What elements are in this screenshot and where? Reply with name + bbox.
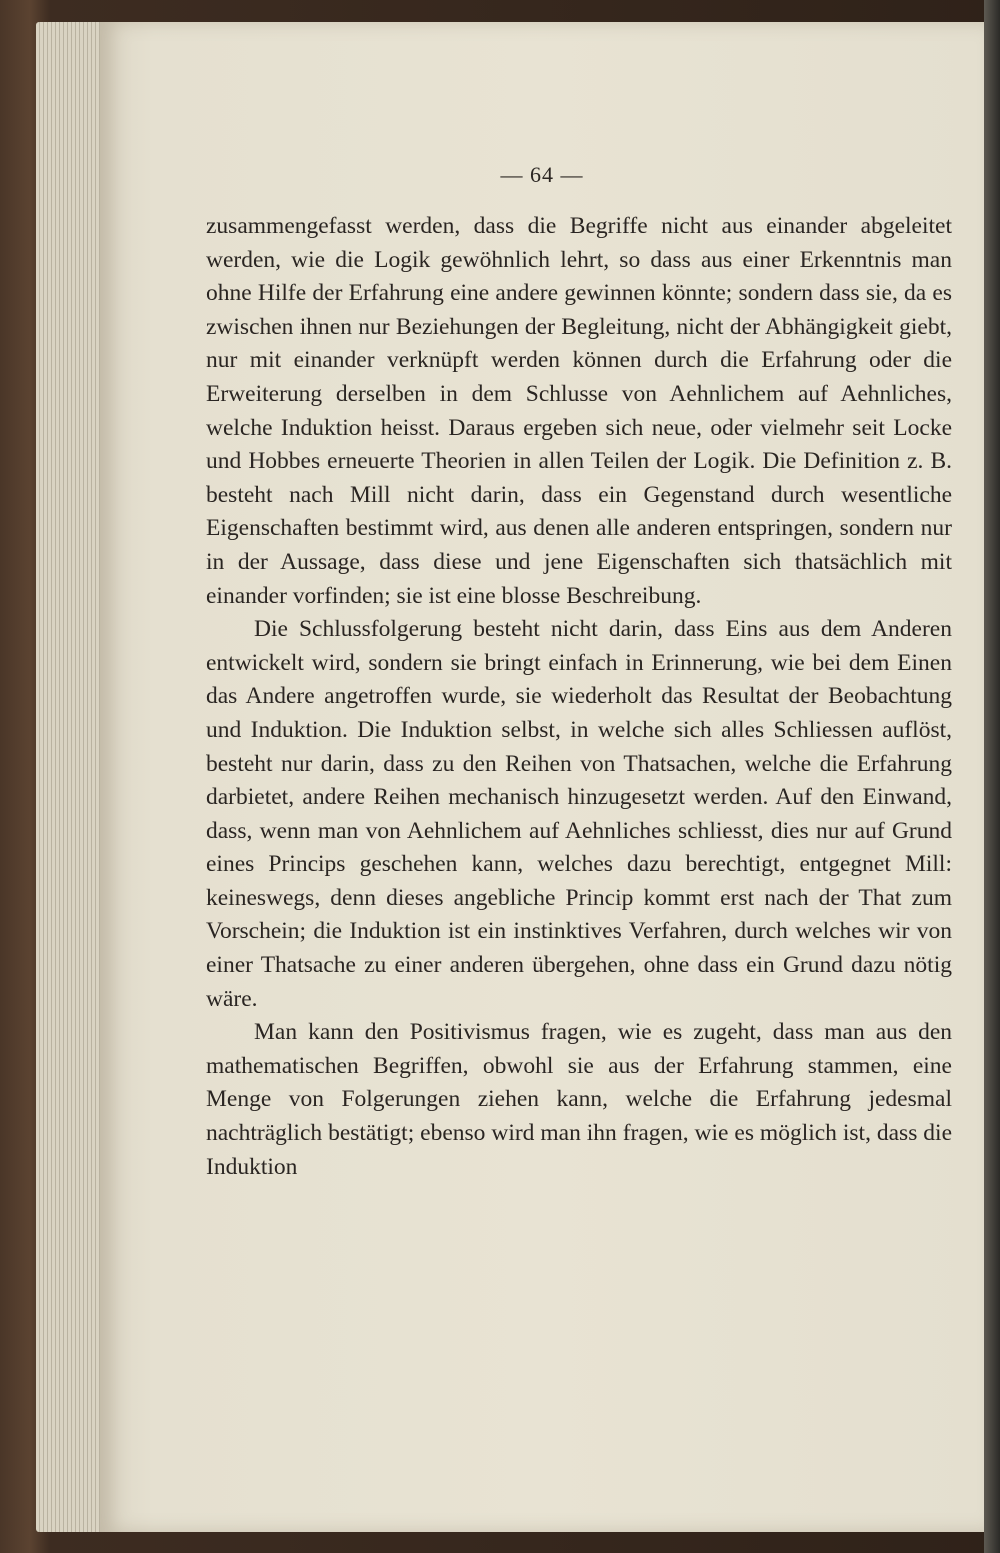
paragraph: Man kann den Positivismus fragen, wie es zugeht, dass man aus den mathematischen Begriffen, obwohl sie aus der Erfahrung stammen, eine Menge von Folgerungen ziehen kann, welche die Erfahrung jedesmal nachträglich bestätigt; ebenso wird man ihn fragen, wie es möglich ist, dass die Induktion [206, 1019, 952, 1180]
body-text [206, 210, 952, 1184]
book-page [100, 22, 984, 1532]
book-cover-edge [984, 0, 1000, 1553]
paragraph: zusammengefasst werden, dass die Begriffe nicht aus einander abgeleitet werden, wie die Logik gewöhnlich lehrt, so dass aus einer Erkenntnis man ohne Hilfe der Erfahrung eine andere gewinnen könnte; sondern dass sie, da es zwischen ihnen nur Beziehungen der Begleitung, nicht der Abhängigkeit giebt, nur mit einander verknüpft werden können durch die Erfahrung oder die Erweiterung derselben in dem Schlusse von Aehnlichem auf Aehnliches, welche Induktion heisst. Daraus ergeben sich neue, oder vielmehr seit Locke und Hobbes erneuerte Theorien in allen Teilen der Logik. Die Definition z. B. besteht nach Mill nicht darin, dass ein Gegenstand durch wesentliche Eigenschaften bestimmt wird, aus denen alle anderen entspringen, sondern nur in der Aussage, dass diese und jene Eigenschaften sich thatsächlich mit einander vorfinden; sie ist eine blosse Beschreibung. [206, 213, 952, 609]
paragraph: Die Schlussfolgerung besteht nicht darin, dass Eins aus dem Anderen entwickelt wird, sondern sie bringt einfach in Erinnerung, wie bei dem Einen das Andere angetroffen wurde, sie wiederholt das Resultat der Beobachtung und Induktion. Die Induktion selbst, in welche sich alles Schliessen auflöst, besteht nur darin, dass zu den Reihen von Thatsachen, welche die Erfahrung darbietet, andere Reihen mechanisch hinzugesetzt werden. Auf den Einwand, dass, wenn man von Aehnlichem auf Aehnliches schliesst, dies nur auf Grund eines Princips geschehen kann, welches dazu berechtigt, entgegnet Mill: keineswegs, denn dieses angebliche Princip kommt erst nach der That zum Vorschein; die Induktion ist ein instinktives Verfahren, durch welches wir von einer Thatsache zu einer anderen übergehen, ohne dass ein Grund dazu nötig wäre. [206, 616, 952, 1012]
page-number: — 64 — [500, 162, 584, 187]
